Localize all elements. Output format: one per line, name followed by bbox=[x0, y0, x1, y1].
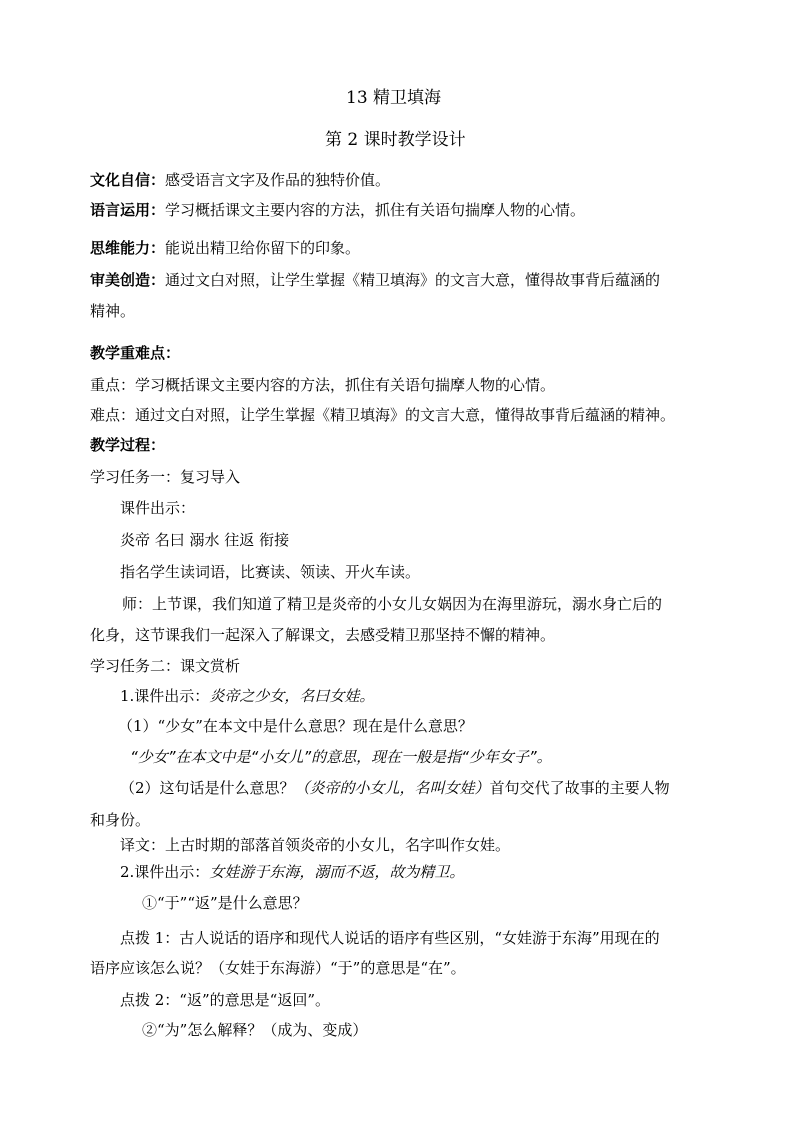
question-four: ②“为”怎么解释？（成为、变成） bbox=[142, 1021, 368, 1039]
goal-text: 学习概括课文主要内容的方法，抓住有关语句揣摩人物的心情。 bbox=[165, 201, 586, 219]
question-three: ①“于”“返”是什么意思？ bbox=[142, 894, 308, 912]
goal-aesthetic-cont: 精神。 bbox=[90, 302, 136, 320]
question-one: （1）“少女”在本文中是什么意思？现在是什么意思？ bbox=[118, 717, 473, 735]
goal-culture bbox=[90, 170, 390, 190]
goal-label: 语言运用： bbox=[90, 201, 166, 219]
item-prefix: 2.课件出示： bbox=[120, 863, 210, 881]
question-two bbox=[120, 778, 670, 798]
task-two: 学习任务二：课文赏析 bbox=[90, 657, 241, 675]
goal-text: 感受语言文字及作品的独特价值。 bbox=[165, 171, 391, 189]
vocab-words: 炎帝 名曰 溺水 往返 衔接 bbox=[120, 531, 290, 549]
task-one: 学习任务一：复习导入 bbox=[90, 468, 241, 486]
goal-text: 通过文白对照，让学生掌握《精卫填海》的文言大意，懂得故事背后蕴涵的 bbox=[165, 271, 661, 289]
classical-quote: 炎帝之少女，名曰女娃。 bbox=[209, 687, 375, 705]
item-prefix: 1.课件出示： bbox=[120, 687, 210, 705]
translation: 译文：上古时期的部落首领炎帝的小女儿，名字叫作女娃。 bbox=[120, 836, 511, 854]
goal-language bbox=[90, 200, 585, 220]
teacher-intro-cont: 化身，这节课我们一起深入了解课文，去感受精卫那坚持不懈的精神。 bbox=[90, 626, 556, 644]
teacher-intro: 师：上节课，我们知道了精卫是炎帝的小女儿女娲因为在海里游玩，溺水身亡后的 bbox=[122, 595, 663, 613]
goal-label: 文化自信： bbox=[90, 171, 166, 189]
key-point-focus: 重点：学习概括课文主要内容的方法，抓住有关语句揣摩人物的心情。 bbox=[90, 376, 556, 394]
question-two-cont: 和身份。 bbox=[90, 811, 151, 829]
item-two bbox=[120, 862, 464, 882]
goal-text: 能说出精卫给你留下的印象。 bbox=[165, 239, 361, 257]
goal-label: 审美创造： bbox=[90, 271, 166, 289]
goal-thinking bbox=[90, 238, 360, 258]
page-title: 13 精卫填海 bbox=[346, 88, 442, 108]
classical-quote: 女娃游于东海，溺而不返，故为精卫。 bbox=[209, 863, 465, 881]
key-point-difficulty: 难点：通过文白对照，让学生掌握《精卫填海》的文言大意，懂得故事背后蕴涵的精神。 bbox=[90, 406, 676, 424]
hint-one: 点拨 1：古人说话的语序和现代人说话的语序有些区别，“女娃游于东海”用现在的 bbox=[120, 929, 660, 947]
courseware-label: 课件出示： bbox=[120, 499, 196, 517]
goal-aesthetic bbox=[90, 270, 660, 290]
question-answer: （炎帝的小女儿，名叫女娃） bbox=[294, 779, 490, 797]
hint-one-cont: 语序应该怎么说？（女娃于东海游）“于”的意思是“在”。 bbox=[90, 959, 466, 977]
goal-label: 思维能力： bbox=[90, 239, 166, 257]
process-heading: 教学过程： bbox=[90, 436, 166, 454]
question-text: 首句交代了故事的主要人物 bbox=[489, 779, 670, 797]
answer-one: “少女”在本文中是“小女儿”的意思，现在一般是指“少年女子”。 bbox=[130, 748, 552, 766]
page-subtitle: 第 2 课时教学设计 bbox=[325, 130, 466, 150]
hint-two: 点拨 2：“返”的意思是“返回”。 bbox=[120, 991, 330, 1009]
key-points-heading: 教学重难点： bbox=[90, 344, 181, 362]
item-one bbox=[120, 686, 374, 706]
question-text: （2）这句话是什么意思？ bbox=[120, 779, 295, 797]
read-instruction: 指名学生读词语，比赛读、领读、开火车读。 bbox=[120, 563, 421, 581]
